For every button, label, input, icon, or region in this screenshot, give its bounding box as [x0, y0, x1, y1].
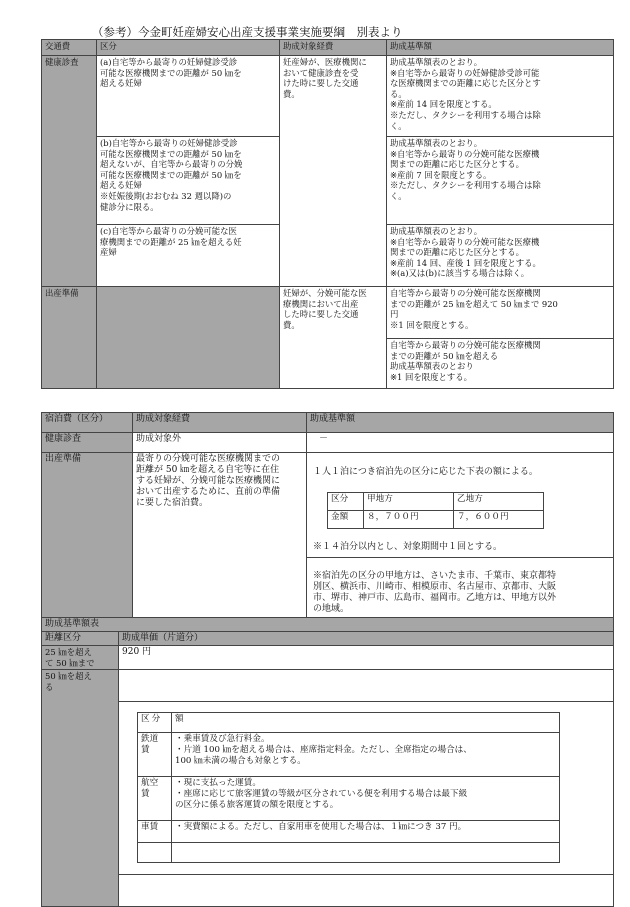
header-unit-price: 助成単価（片道分） — [119, 632, 614, 646]
rate-header-otsu: 乙地方 — [454, 493, 544, 511]
page-title: （参考）今金町妊産婦安心出産支援事業実施要綱 別表より — [92, 25, 403, 39]
standard-amount-table — [41, 617, 614, 907]
lodging-shussan-standard — [307, 453, 614, 630]
rate-label-amount: 金額 — [328, 511, 364, 529]
fare-label-car: 車賃 — [138, 821, 172, 843]
fare-value-car: ・実費額による。ただし、自家用車を使用した場合は、１㎞につき 37 円。 — [172, 821, 560, 843]
header-kubun: 区分 — [97, 40, 280, 56]
kubun-a: (a)自宅等から最寄りの妊婦健診受診 可能な医療機関までの距離が 50 ㎞を 超える妊婦 — [97, 56, 280, 137]
fare-empty-cell-2 — [172, 843, 560, 863]
lodging-area-note: ※宿泊先の区分の甲地方は、さいたま市、千葉市、東京都特 別区、横浜市、川崎市、相模原市、名古屋市、京都市、大阪 市、堺市、神戸市、広島市、福岡市。乙地方は、甲地方以外 の地域。 — [313, 571, 557, 615]
distance-row-25-50: 25 ㎞を超え て 50 ㎞まで — [42, 646, 119, 670]
rate-kou-amount: ８，７００円 — [364, 511, 454, 529]
standard-table-title: 助成基準額表 — [42, 618, 614, 632]
unit-price-25-50: 920 円 — [119, 646, 614, 670]
header-distance: 距離区分 — [42, 632, 119, 646]
fare-label-rail: 鉄道 賃 — [138, 733, 172, 777]
rate-header-kou: 甲地方 — [364, 493, 454, 511]
fare-header-amount: 額 — [172, 713, 560, 733]
kubun-b: (b)自宅等から最寄りの妊婦健診受診 可能な医療機関までの距離が 50 ㎞を 超えないが、自宅等から最寄りの分娩 可能な医療機関までの距離が 50 ㎞を 超える妊婦 ※妊娠後期(おおむね 32 週以降)の 健診分に限る。 — [97, 137, 280, 225]
shussan-kubun-blank — [97, 287, 280, 389]
fare-table — [137, 712, 560, 863]
rate-header-kubun: 区分 — [328, 493, 364, 511]
shussan-kijun-1: 自宅等から最寄りの分娩可能な医療機関 までの距離が 25 ㎞を超えて 50 ㎞まで 920 円 ※1 回を限度とする。 — [387, 287, 614, 339]
unit-price-over-50 — [119, 670, 614, 906]
fare-value-air: ・現に支払った運賃。 ・座席に応じて旅客運賃の等級が区分されている便を利用する場合は最下級 の区分に係る旅客運賃の額を限度とする。 — [172, 777, 560, 821]
distance-row-over-50: 50 ㎞を超え る — [42, 670, 119, 906]
header-standard: 助成基準額 — [387, 40, 614, 56]
lodging-kenko-expense: 助成対象外 — [133, 433, 307, 453]
fare-label-air: 航空 賃 — [138, 777, 172, 821]
header-lodging-expense: 助成対象経費 — [133, 413, 307, 433]
header-transport: 交通費 — [42, 40, 97, 56]
header-lodging-standard: 助成基準額 — [307, 413, 614, 433]
lodging-table — [41, 412, 614, 630]
kijun-c: 助成基準額表のとおり。 ※自宅等から最寄りの分娩可能な医療機 関までの距離に応じた区分とする。 ※産前 14 回、産後 1 回を限度とする。 ※(a)又は(b)に該当する場合は除く。 — [387, 225, 614, 287]
fare-empty-cell-1 — [138, 843, 172, 863]
row-label-kenko: 健康診査 — [42, 56, 97, 287]
transport-table — [41, 39, 614, 389]
kubun-c: (c)自宅等から最寄りの分娩可能な医 療機関までの距離が 25 ㎞を超える妊 産婦 — [97, 225, 280, 287]
shussan-kijun-2: 自宅等から最寄りの分娩可能な医療機関 までの距離が 50 ㎞を超える 助成基準額表のとおり ※1 回を限度とする。 — [387, 339, 614, 389]
kenko-expense: 妊産婦が、医療機関に おいて健康診査を受 けた時に要した交通 費。 — [280, 56, 387, 287]
rate-otsu-amount: ７，６００円 — [454, 511, 544, 529]
row-label-shussan: 出産準備 — [42, 287, 97, 389]
kijun-b: 助成基準額表のとおり。 ※自宅等から最寄りの分娩可能な医療機 関までの距離に応じた区分とする。 ※産前 7 回を限度とする。 ※ただし、タクシーを利用する場合は除 く。 — [387, 137, 614, 225]
lodging-shussan-expense: 最寄りの分娩可能な医療機関までの 距離が 50 ㎞を超える自宅等に在住 する妊婦が、分娩可能な医療機関に おいて出産するために、直前の準備 に要した宿泊費。 — [133, 453, 307, 630]
lodging-kenko-standard: － — [307, 433, 614, 453]
fare-value-rail: ・乗車賃及び急行料金。 ・片道 100 ㎞を超える場合は、座席指定料金。ただし、全席指定の場合は、 100 ㎞未満の場合も対象とする。 — [172, 733, 560, 777]
lodging-limit-note: ※１４泊分以内とし、対象期間中１回とする。 — [307, 540, 613, 558]
kijun-a: 助成基準額表のとおり。 ※自宅等から最寄りの妊婦健診受診可能 な医療機関までの距離に応じた区分とす る。 ※産前 14 回を限度とする。 ※ただし、タクシーを利用する場合は除 く。 — [387, 56, 614, 137]
unit-price-spacer — [119, 681, 613, 702]
fare-table-bottom-spacer — [119, 874, 613, 895]
lodging-shussan-label: 出産準備 — [42, 453, 133, 630]
lodging-intro: １人１泊につき宿泊先の区分に応じた下表の額による。 — [313, 466, 538, 477]
shussan-expense: 妊婦が、分娩可能な医 療機関において出産 した時に要した交通 費。 — [280, 287, 387, 389]
lodging-kenko-label: 健康診査 — [42, 433, 133, 453]
fare-header-kubun: 区分 — [138, 713, 172, 733]
header-expense: 助成対象経費 — [280, 40, 387, 56]
lodging-rate-table — [327, 492, 544, 529]
header-lodging: 宿泊費（区分） — [42, 413, 133, 433]
